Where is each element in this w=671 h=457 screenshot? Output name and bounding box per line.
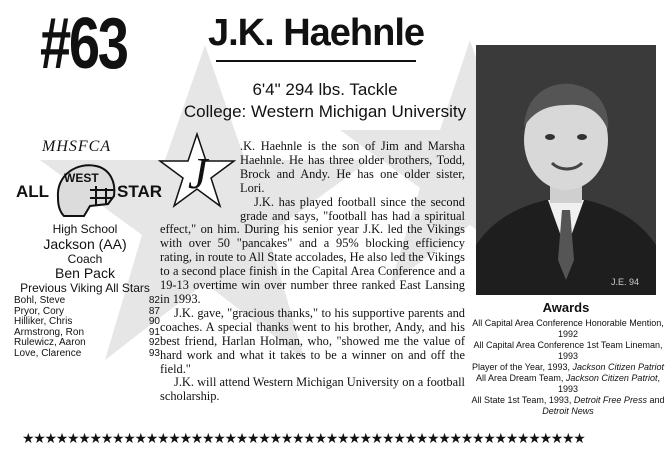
helmet-text: WEST [64, 171, 99, 185]
org-label: MHSFCA [42, 138, 112, 155]
dropcap-star-icon [158, 132, 236, 210]
biography [160, 140, 465, 404]
bio-paragraph-4: J.K. will attend Western Michigan University on a football scholarship. [160, 375, 465, 404]
list-item: Pryor, Cory 87 [14, 305, 160, 317]
photo-signature: J.E. 94 [611, 277, 640, 287]
dropcap [158, 132, 236, 210]
bio-paragraph-3: J.K. gave, "gracious thanks," to his supportive parents and coaches. A special thanks went to his brother, Andy, and his best friend, Harlan Holman, who, "showed me the value of hard work and what it takes to be a winner on and off the field." [160, 305, 465, 376]
list-item: Bohl, Steve 82 [14, 295, 160, 306]
player-stats: 6'4" 294 lbs. Tackle [252, 80, 398, 99]
list-item: Armstrong, Ron 91 [14, 326, 160, 338]
player-name: J.K. Haehnle [207, 12, 425, 54]
bio-paragraph-1: .K. Haehnle is the son of Jim and Marsha Haehnle. He has three older brothers, Todd, Brock and Andy. He has one older sister, Lori. [240, 139, 465, 195]
star-label: STAR [117, 182, 163, 201]
awards-title: Awards [542, 300, 590, 315]
award-item: All Area Dream Team, Jackson Citizen Patriot, 1993 [476, 373, 660, 394]
previous-all-stars-label: Previous Viking All Stars [20, 281, 150, 295]
player-portrait-image [476, 45, 656, 295]
football-helmet-icon [50, 160, 120, 222]
dropcap-letter: J [188, 149, 208, 198]
coach-name: Ben Pack [55, 265, 115, 281]
previous-all-stars-list [14, 296, 160, 360]
all-label: ALL [16, 182, 50, 201]
player-photo [476, 45, 656, 295]
award-item: Player of the Year, 1993, Jackson Citizen Patriot [471, 362, 665, 372]
coach-label: Coach [67, 252, 103, 266]
jersey-number: #63 [40, 4, 127, 84]
award-item: All State 1st Team, 1993, Detroit Free Press and [471, 395, 665, 405]
list-item: Hilliker, Chris 90 [14, 316, 160, 328]
footer-star-border: ★★★★★★★★★★★★★★★★★★★★★★★★★★★★★★★★★★★★★★★★★★★★★★★★★★ [22, 430, 585, 446]
award-item: All Capital Area Conference Honorable Mention, 1992 [472, 318, 664, 339]
awards-list [468, 318, 668, 417]
school-label: High School [52, 222, 118, 236]
award-item: All Capital Area Conference 1st Team Lineman, 1993 [473, 340, 663, 361]
school-name: Jackson (AA) [43, 236, 127, 252]
list-item: Rulewicz, Aaron 92 [14, 337, 160, 349]
list-item: Love, Clarence 93 [14, 347, 160, 359]
award-item: Detroit News [542, 406, 594, 416]
name-underline [216, 60, 416, 62]
player-college: College: Western Michigan University [183, 102, 467, 121]
bio-paragraph-2: J.K. has played football since the second grade and says, "football has had a spiritual effect," on him. During his senior year J.K. led the Vikings with over 50 "pancakes" and a 95% blocking efficiency rating, in route to All State accolades, He also led the Vikings to a second place finish in the Capital Area Conference and a 19-13 overtime win over number three ranked East Lansing in 1993. [160, 194, 465, 306]
